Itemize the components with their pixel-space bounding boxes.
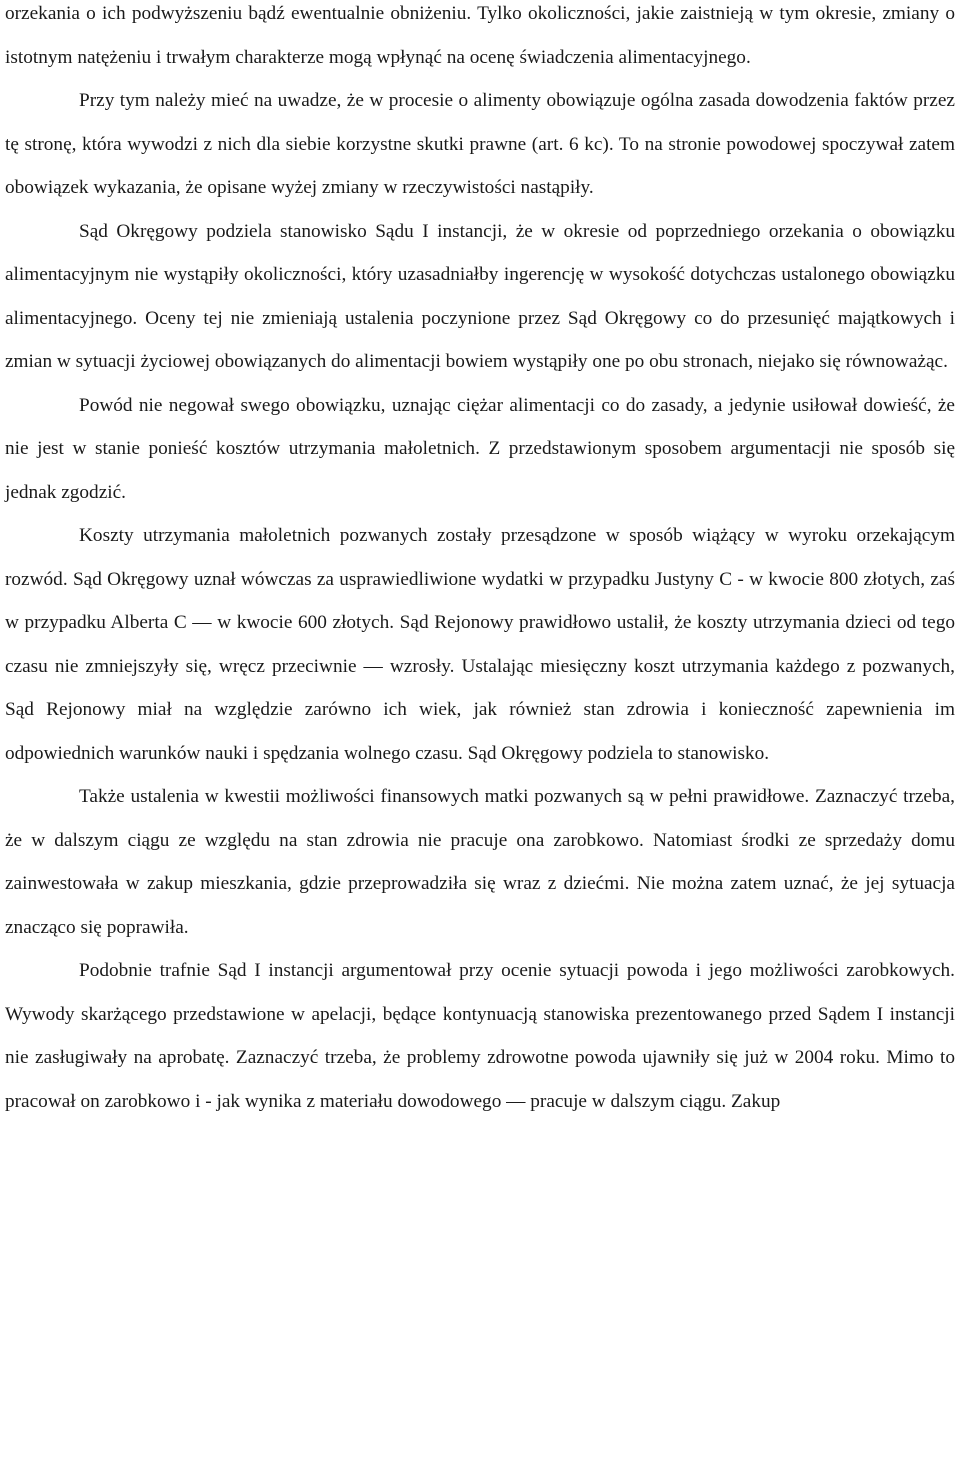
paragraph-plaintiff-argument: Powód nie negował swego obowiązku, uznając ciężar alimentacji co do zasady, a jedynie usiłował dowieść, że nie jest w stanie ponieść kosztów utrzymania małoletnich. Z przedstawionym sposobem argumentacji nie sposób się jednak zgodzić.	[5, 394, 955, 503]
paragraph-maintenance-costs: Koszty utrzymania małoletnich pozwanych zostały przesądzone w sposób wiążący w wyroku orzekającym rozwód. Sąd Okręgowy uznał wówczas za usprawiedliwione wydatki w przypadku Justyny C - w kwocie 800 złotych, zaś w przypadku Alberta C — w kwocie 600 złotych. Sąd Rejonowy prawidłowo ustalił, że koszty utrzymania dzieci od tego czasu nie zmniejszyły się, wręcz przeciwnie — wzrosły. Ustalając miesięczny koszt utrzymania każdego z pozwanych, Sąd Rejonowy miał na względzie zarówno ich wiek, jak również stan zdrowia i konieczność zapewnienia im odpowiednich warunków nauki i spędzania wolnego czasu. Sąd Okręgowy podziela to stanowisko.	[5, 525, 955, 764]
paragraph-mother-finances: Także ustalenia w kwestii możliwości finansowych matki pozwanych są w pełni prawidłowe. Zaznaczyć trzeba, że w dalszym ciągu ze względu na stan zdrowia nie pracuje ona zarobkowo. Natomiast środki ze sprzedaży domu zainwestowała w zakup mieszkania, gdzie przeprowadziła się wraz z dziećmi. Nie można zatem uznać, że jej sytuacja znacząco się poprawiła.	[5, 786, 955, 938]
paragraph-burden-of-proof: Przy tym należy mieć na uwadze, że w procesie o alimenty obowiązuje ogólna zasada dowodzenia faktów przez tę stronę, która wywodzi z nich dla siebie korzystne skutki prawne (art. 6 kc). To na stronie powodowej spoczywał zatem obowiązek wykazania, że opisane wyżej zmiany w rzeczywistości nastąpiły.	[5, 90, 955, 198]
paragraph-plaintiff-earnings: Podobnie trafnie Sąd I instancji argumentował przy ocenie sytuacji powoda i jego możliwości zarobkowych. Wywody skarżącego przedstawione w apelacji, będące kontynuacją stanowiska prezentowanego przed Sądem I instancji nie zasługiwały na aprobatę. Zaznaczyć trzeba, że problemy zdrowotne powoda ujawniły się już w 2004 roku. Mimo to pracował on zarobkowo i - jak wynika z materiału dowodowego — pracuje w dalszym ciągu. Zakup	[5, 960, 955, 1112]
paragraph-court-position: Sąd Okręgowy podziela stanowisko Sądu I instancji, że w okresie od poprzedniego orzekania o obowiązku alimentacyjnym nie wystąpiły okoliczności, który uzasadniałby ingerencję w wysokość dotychczas ustalonego obowiązku alimentacyjnego. Oceny tej nie zmieniają ustalenia poczynione przez Sąd Okręgowy co do przesunięć majątkowych i zmian w sytuacji życiowej obowiązanych do alimentacji bowiem wystąpiły one po obu stronach, niejako się równoważąc.	[5, 220, 955, 372]
paragraph-continued: orzekania o ich podwyższeniu bądź ewentualnie obniżeniu. Tylko okoliczności, jakie zaistnieją w tym okresie, zmiany o istotnym natężeniu i trwałym charakterze mogą wpłynąć na ocenę świadczenia alimentacyjnego.	[5, 3, 955, 68]
document-body	[5, 0, 955, 1123]
